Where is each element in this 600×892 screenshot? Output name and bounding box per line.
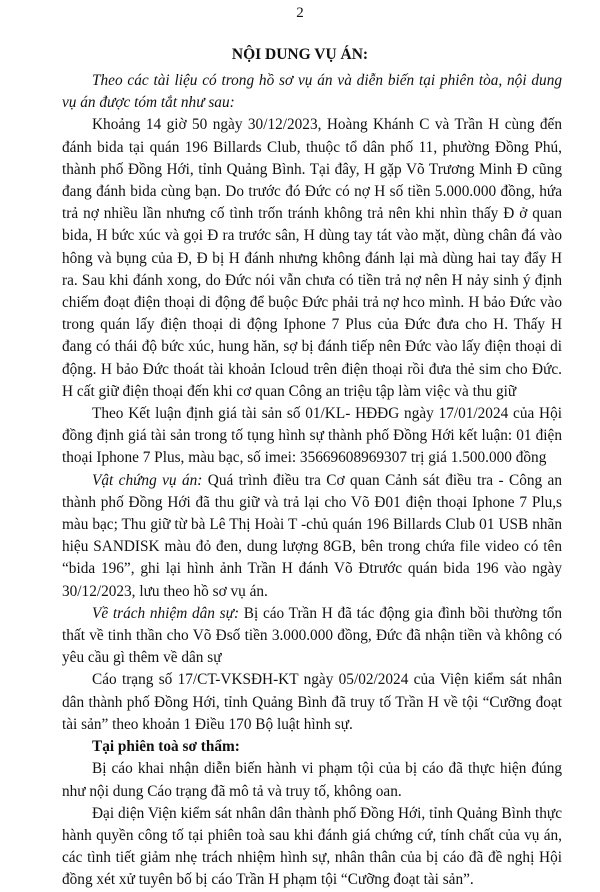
page-number: 2 (296, 5, 304, 21)
indictment-paragraph: Cáo trạng số 17/CT-VKSĐH-KT ngày 05/02/2024 của Viện kiểm sát nhân dân thành phố Đồng Hới, tỉnh Quảng Bình đã truy tố Trần H về tội “Cưỡng đoạt tài sản” theo khoản 1 Điều 170 Bộ luật hình sự. (62, 671, 562, 733)
intro-paragraph: Theo các tài liệu có trong hồ sơ vụ án và diễn biến tại phiên tòa, nội dung vụ án được tóm tắt như sau: (62, 72, 562, 112)
incident-paragraph: Khoảng 14 giờ 50 ngày 30/12/2023, Hoàng Khánh C và Trần H cùng đến đánh bida tại quán 196 Billards Club, thuộc tổ dân phố 11, phường Đồng Phú, thành phố Đồng Hới, tỉnh Quảng Bình. Tại đây, H gặp Võ Trương Minh Đ cũng đang đánh bida cùng bạn. Do trước đó Đức có nợ H số tiền 5.000.000 đồng, hứa trả nợ nhiều lần nhưng cố tình trốn tránh không trả nên khi nhìn thấy Đ ở quan bida, H bức xúc và gọi Đ ra trước sân, H dùng tay tát vào mặt, dùng chân đá vào hông và bụng của Đ, Đ bị H đánh nhưng không đánh lại mà dùng hai tay đẩy H ra. Sau khi đánh xong, do Đức nói vẫn chưa có tiền trả nợ nên H nảy sinh ý định chiếm đoạt điện thoại di động để buộc Đức phải trả nợ hco mình. H bảo Đức vào trong quán lấy điện thoại di động Iphone 7 Plus của Đức đưa cho H. Thấy H đang có thái độ bức xúc, hung hăn, sợ bị đánh tiếp nên Đức vào lấy điện thoại di động. H bảo Đức thoát tài khoản Icloud trên điện thoại rồi đưa thẻ sim cho Đức. H cất giữ điện thoại đến khi cơ quan Công an triệu tập làm việc và thu giữ (62, 116, 562, 400)
evidence-label: Vật chứng vụ án: (92, 471, 203, 489)
section-heading: NỘI DUNG VỤ ÁN: (231, 46, 369, 63)
evidence-text: Quá trình điều tra Cơ quan Cảnh sát điều tra - Công an thành phố Đồng Hới đã thu giữ và trả lại cho Võ Đ01 điện thoại Iphone 7 Plu,s màu bạc; Thu giữ từ bà Lê Thị Hoài T -chủ quán 196 Billards Club 01 USB nhãn hiệu SANDISK màu đỏ đen, dung lượng 8GB, bên trong chứa file video có tên “bida 196”, ghi lại hình ảnh Trần H đánh Võ Đtrước quán bida 196 vào ngày 30/12/2023, lưu theo hồ sơ vụ án. (62, 471, 562, 600)
trial-subheading: Tại phiên toà sơ thẩm: (92, 738, 240, 756)
evidence-paragraph (62, 470, 562, 603)
prosecutor-paragraph: Đại diện Viện kiểm sát nhân dân thành phố Đồng Hới, tỉnh Quảng Bình thực hành quyền công tố tại phiên toà sau khi đánh giá chứng cứ, tính chất của vụ án, các tình tiết giảm nhẹ trách nhiệm hình sự, nhân thân của bị cáo đã đề nghị Hội đồng xét xử tuyên bố bị cáo Trần H phạm tội “Cưỡng đoạt tài sản”. (62, 804, 562, 889)
valuation-paragraph: Theo Kết luận định giá tài sản số 01/KL- HĐĐG ngày 17/01/2024 của Hội đồng định giá tài sản trong tố tụng hình sự thành phố Đồng Hới kết luận: 01 điện thoại Iphone 7 Plus, màu bạc, số imei: 35669608969307 trị giá 1.500.000 đồng (62, 405, 562, 467)
document-body (62, 70, 562, 892)
confession-paragraph: Bị cáo khai nhận diễn biến hành vi phạm tội của bị cáo đã thực hiện đúng như nội dung Cáo trạng đã mô tả và truy tố, không oan. (62, 760, 562, 800)
civil-liability-label: Về trách nhiệm dân sự: (92, 604, 240, 622)
civil-liability-paragraph (62, 603, 562, 670)
civil-liability-text: Bị cáo Trần H đã tác động gia đình bồi thường tổn thất về tinh thần cho Võ Đsố tiền 3.000.000 đồng, Đức đã nhận tiền và không có yêu cầu gì thêm về dân sự (62, 604, 562, 667)
